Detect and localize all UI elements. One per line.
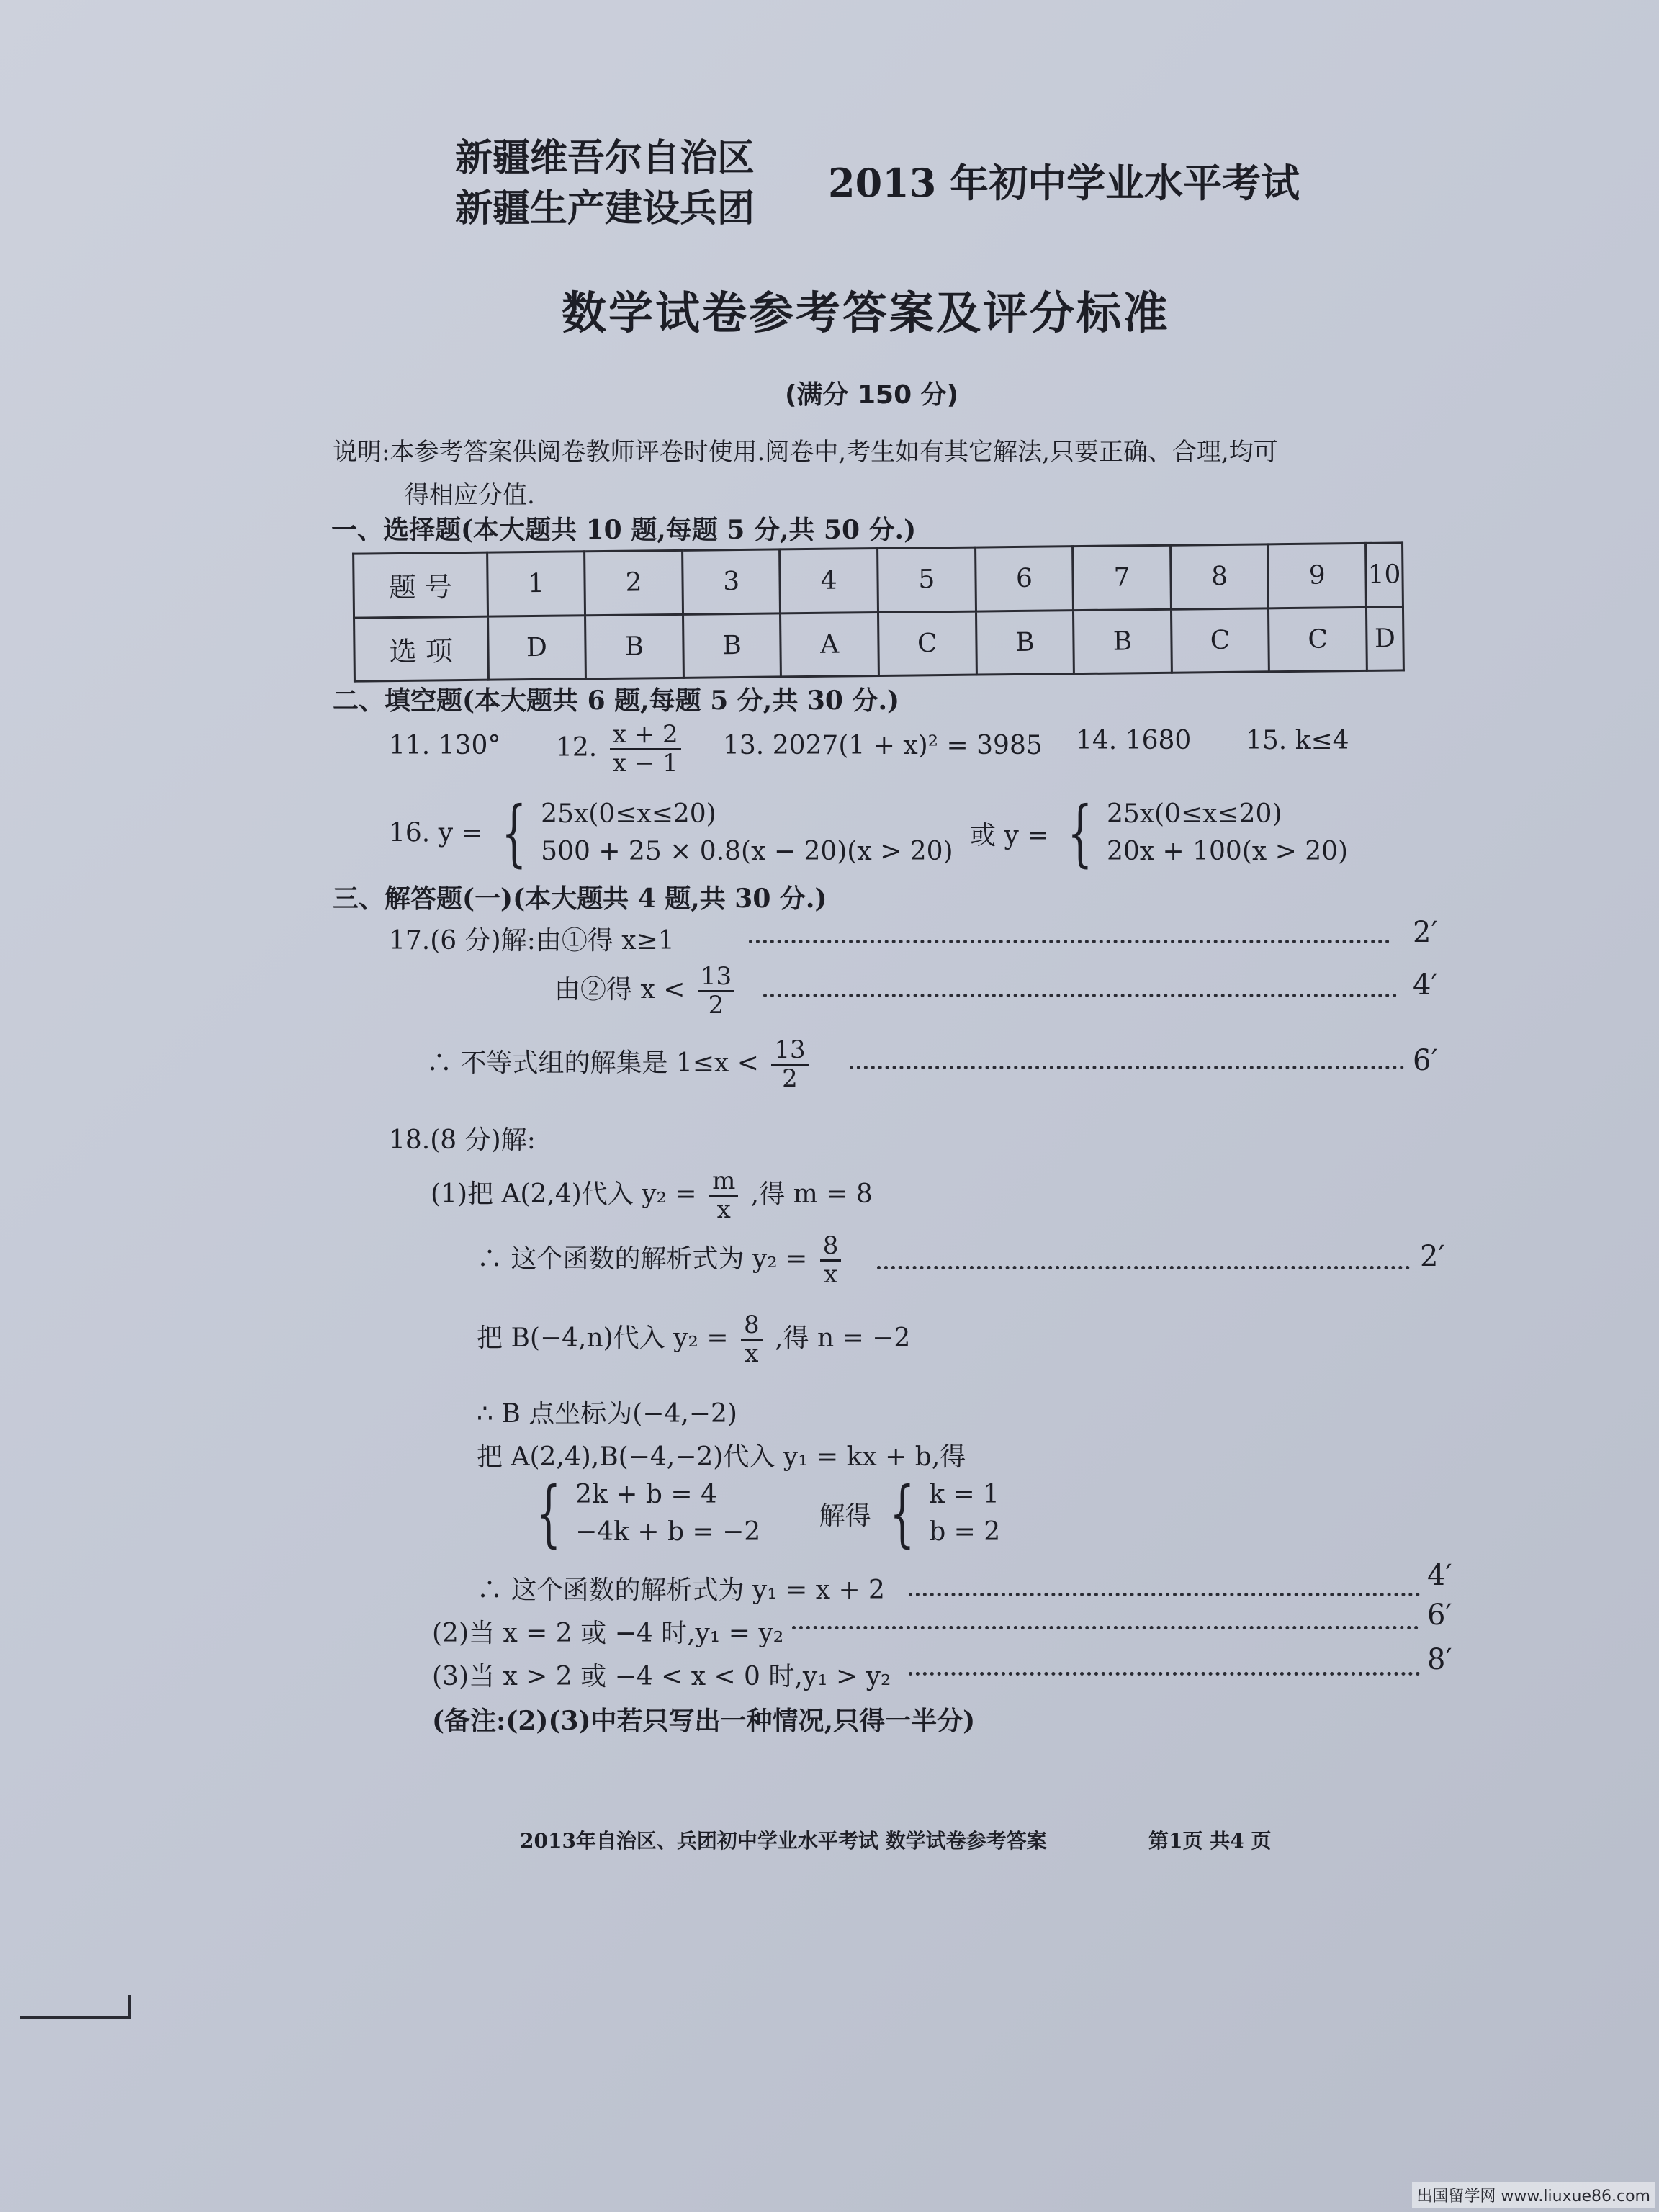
footer-page: 第1页 共4 页 <box>1148 1829 1272 1853</box>
dotted-leader <box>749 940 1390 943</box>
score-mark: 2′ <box>1413 916 1438 949</box>
solution: b = 2 <box>929 1517 1001 1547</box>
score-mark: 8′ <box>1427 1643 1452 1676</box>
table-cell: 5 <box>878 547 976 612</box>
fraction <box>820 1233 842 1289</box>
table-cell: 4 <box>780 549 878 613</box>
q17-line-1: 17.(6 分)解:由①得 x≥1 <box>389 926 675 956</box>
table-cell: 10 <box>1366 543 1403 607</box>
q18-line-1f: ∴ 这个函数的解析式为 y₁ = x + 2 <box>477 1575 885 1605</box>
piece: 500 + 25 × 0.8(x − 20)(x > 20) <box>541 837 953 866</box>
choice-answer-table <box>352 541 1405 682</box>
fraction-numerator: 8 <box>820 1233 842 1262</box>
row-header-answer: 选 项 <box>354 616 488 681</box>
table-cell: C <box>878 611 977 676</box>
q17-line-2 <box>554 963 739 1020</box>
table-cell: A <box>781 612 879 677</box>
region-line-1: 新疆维吾尔自治区 <box>455 136 755 180</box>
or-label: 或 y = <box>970 820 1049 850</box>
left-brace: { <box>501 791 527 875</box>
fraction-denominator: x <box>716 1195 731 1225</box>
section2-title: 二、填空题(本大题共 6 题,每题 5 分,共 30 分.) <box>333 685 900 716</box>
answer-16-label: 16. y = <box>389 818 483 848</box>
q18-line-1a-text: (1)把 A(2,4)代入 y₂ = <box>431 1179 697 1209</box>
answer-15: 15. k≤4 <box>1246 726 1349 755</box>
dotted-leader <box>763 994 1397 997</box>
fraction <box>771 1037 808 1093</box>
q17-line-2-text: 由②得 x < <box>554 974 685 1004</box>
exam-title: 2013 年初中学业水平考试 <box>828 160 1300 206</box>
table-cell: B <box>585 614 684 679</box>
q18-note: (备注:(2)(3)中若只写出一种情况,只得一半分) <box>432 1706 976 1736</box>
row-header-number: 题 号 <box>354 552 487 617</box>
answer-12 <box>556 721 685 778</box>
fraction <box>709 1168 738 1224</box>
region-name <box>455 133 755 234</box>
table-cell: 9 <box>1268 543 1367 608</box>
dotted-leader <box>877 1266 1410 1269</box>
solve-label: 解得 <box>819 1501 871 1531</box>
fraction-numerator: 13 <box>771 1037 808 1066</box>
q18-equation-system <box>526 1471 1001 1555</box>
q18-line-1b-text: ∴ 这个函数的解析式为 y₂ = <box>477 1244 808 1274</box>
main-title: 数学试卷参考答案及评分标准 <box>562 287 1171 339</box>
q18-line-1b <box>477 1233 845 1289</box>
dotted-leader <box>909 1672 1420 1676</box>
fraction <box>610 721 681 778</box>
fraction-denominator: x − 1 <box>612 749 678 778</box>
table-cell: D <box>487 615 586 680</box>
answer-13: 13. 2027(1 + x)² = 3985 <box>723 731 1043 760</box>
answer-16 <box>389 791 1349 875</box>
table-cell: 3 <box>682 549 781 614</box>
q18-line-3: (3)当 x > 2 或 −4 < x < 0 时,y₁ > y₂ <box>432 1662 891 1691</box>
fraction-numerator: x + 2 <box>610 721 681 750</box>
notes-line-1: 说明:本参考答案供阅卷教师评卷时使用.阅卷中,考生如有其它解法,只要正确、合理,均可 <box>333 438 1278 467</box>
watermark-logo: 出国留学网 www.liuxue86.com <box>1412 2182 1655 2208</box>
fraction <box>698 963 734 1020</box>
table-cell: 1 <box>487 552 585 616</box>
table-cell: 2 <box>585 550 683 615</box>
fraction-numerator: 13 <box>698 963 734 992</box>
fraction-denominator: 2 <box>708 991 724 1020</box>
table-row-answers <box>354 606 1404 681</box>
answer-12-label: 12. <box>556 732 598 763</box>
table-cell: D <box>1367 606 1404 670</box>
table-cell: B <box>683 613 781 678</box>
table-cell: C <box>1171 608 1269 673</box>
section1-title: 一、选择题(本大题共 10 题,每题 5 分,共 50 分.) <box>331 515 917 545</box>
fraction-numerator: 8 <box>741 1312 763 1341</box>
system-solution <box>929 1476 1000 1551</box>
piece: 25x(0≤x≤20) <box>541 799 716 829</box>
page-corner-mark <box>20 1995 131 2019</box>
q18-line-1c-text: 把 B(−4,n)代入 y₂ = <box>477 1323 729 1353</box>
fraction <box>741 1312 763 1368</box>
left-brace: { <box>889 1471 915 1555</box>
table-cell: B <box>1074 609 1172 674</box>
equation: 2k + b = 4 <box>575 1480 717 1509</box>
table-row-numbers <box>354 543 1403 618</box>
q18-line-1d: ∴ B 点坐标为(−4,−2) <box>477 1399 737 1429</box>
q18-line-1a-tail: ,得 m = 8 <box>750 1179 873 1209</box>
left-brace: { <box>536 1471 562 1555</box>
table-cell: B <box>976 610 1074 675</box>
fraction-numerator: m <box>709 1168 738 1197</box>
q18-line-1c <box>477 1312 910 1368</box>
dotted-leader <box>909 1593 1420 1596</box>
score-mark: 4′ <box>1413 968 1438 1002</box>
dotted-leader <box>792 1626 1419 1629</box>
score-mark: 4′ <box>1427 1559 1452 1592</box>
score-mark: 6′ <box>1427 1599 1452 1632</box>
equation: −4k + b = −2 <box>575 1517 761 1547</box>
fraction-denominator: x <box>823 1260 838 1290</box>
left-brace: { <box>1067 791 1093 875</box>
q18-head: 18.(8 分)解: <box>389 1125 536 1155</box>
q17-line-3-text: ∴ 不等式组的解集是 1≤x < <box>426 1048 759 1078</box>
dotted-leader <box>850 1066 1404 1069</box>
q18-line-1c-tail: ,得 n = −2 <box>775 1323 911 1353</box>
piece: 25x(0≤x≤20) <box>1106 799 1282 829</box>
region-line-2: 新疆生产建设兵团 <box>455 186 755 230</box>
score-mark: 6′ <box>1413 1044 1438 1077</box>
fraction-denominator: 2 <box>782 1064 798 1094</box>
fraction-denominator: x <box>745 1339 759 1369</box>
q17-line-3 <box>426 1037 813 1093</box>
footer-text: 2013年自治区、兵团初中学业水平考试 数学试卷参考答案 <box>520 1829 1047 1853</box>
table-cell: 7 <box>1073 545 1172 610</box>
full-score: (满分 150 分) <box>785 380 959 410</box>
notes-line-2: 得相应分值. <box>405 481 535 510</box>
q18-line-2: (2)当 x = 2 或 −4 时,y₁ = y₂ <box>432 1619 784 1648</box>
answer-14: 14. 1680 <box>1076 726 1192 755</box>
table-cell: 6 <box>975 547 1074 611</box>
piecewise-a <box>541 796 953 871</box>
table-cell: 8 <box>1170 544 1269 609</box>
piecewise-b <box>1107 796 1348 871</box>
section3-title: 三、解答题(一)(本大题共 4 题,共 30 分.) <box>333 884 827 914</box>
system-equations <box>575 1476 760 1551</box>
solution: k = 1 <box>929 1480 999 1509</box>
score-mark: 2′ <box>1420 1240 1445 1273</box>
answer-11: 11. 130° <box>389 731 501 760</box>
table-cell: C <box>1269 607 1367 672</box>
piece: 20x + 100(x > 20) <box>1106 837 1349 866</box>
q18-line-1a <box>431 1168 873 1224</box>
q18-line-1e: 把 A(2,4),B(−4,−2)代入 y₁ = kx + b,得 <box>477 1442 966 1472</box>
